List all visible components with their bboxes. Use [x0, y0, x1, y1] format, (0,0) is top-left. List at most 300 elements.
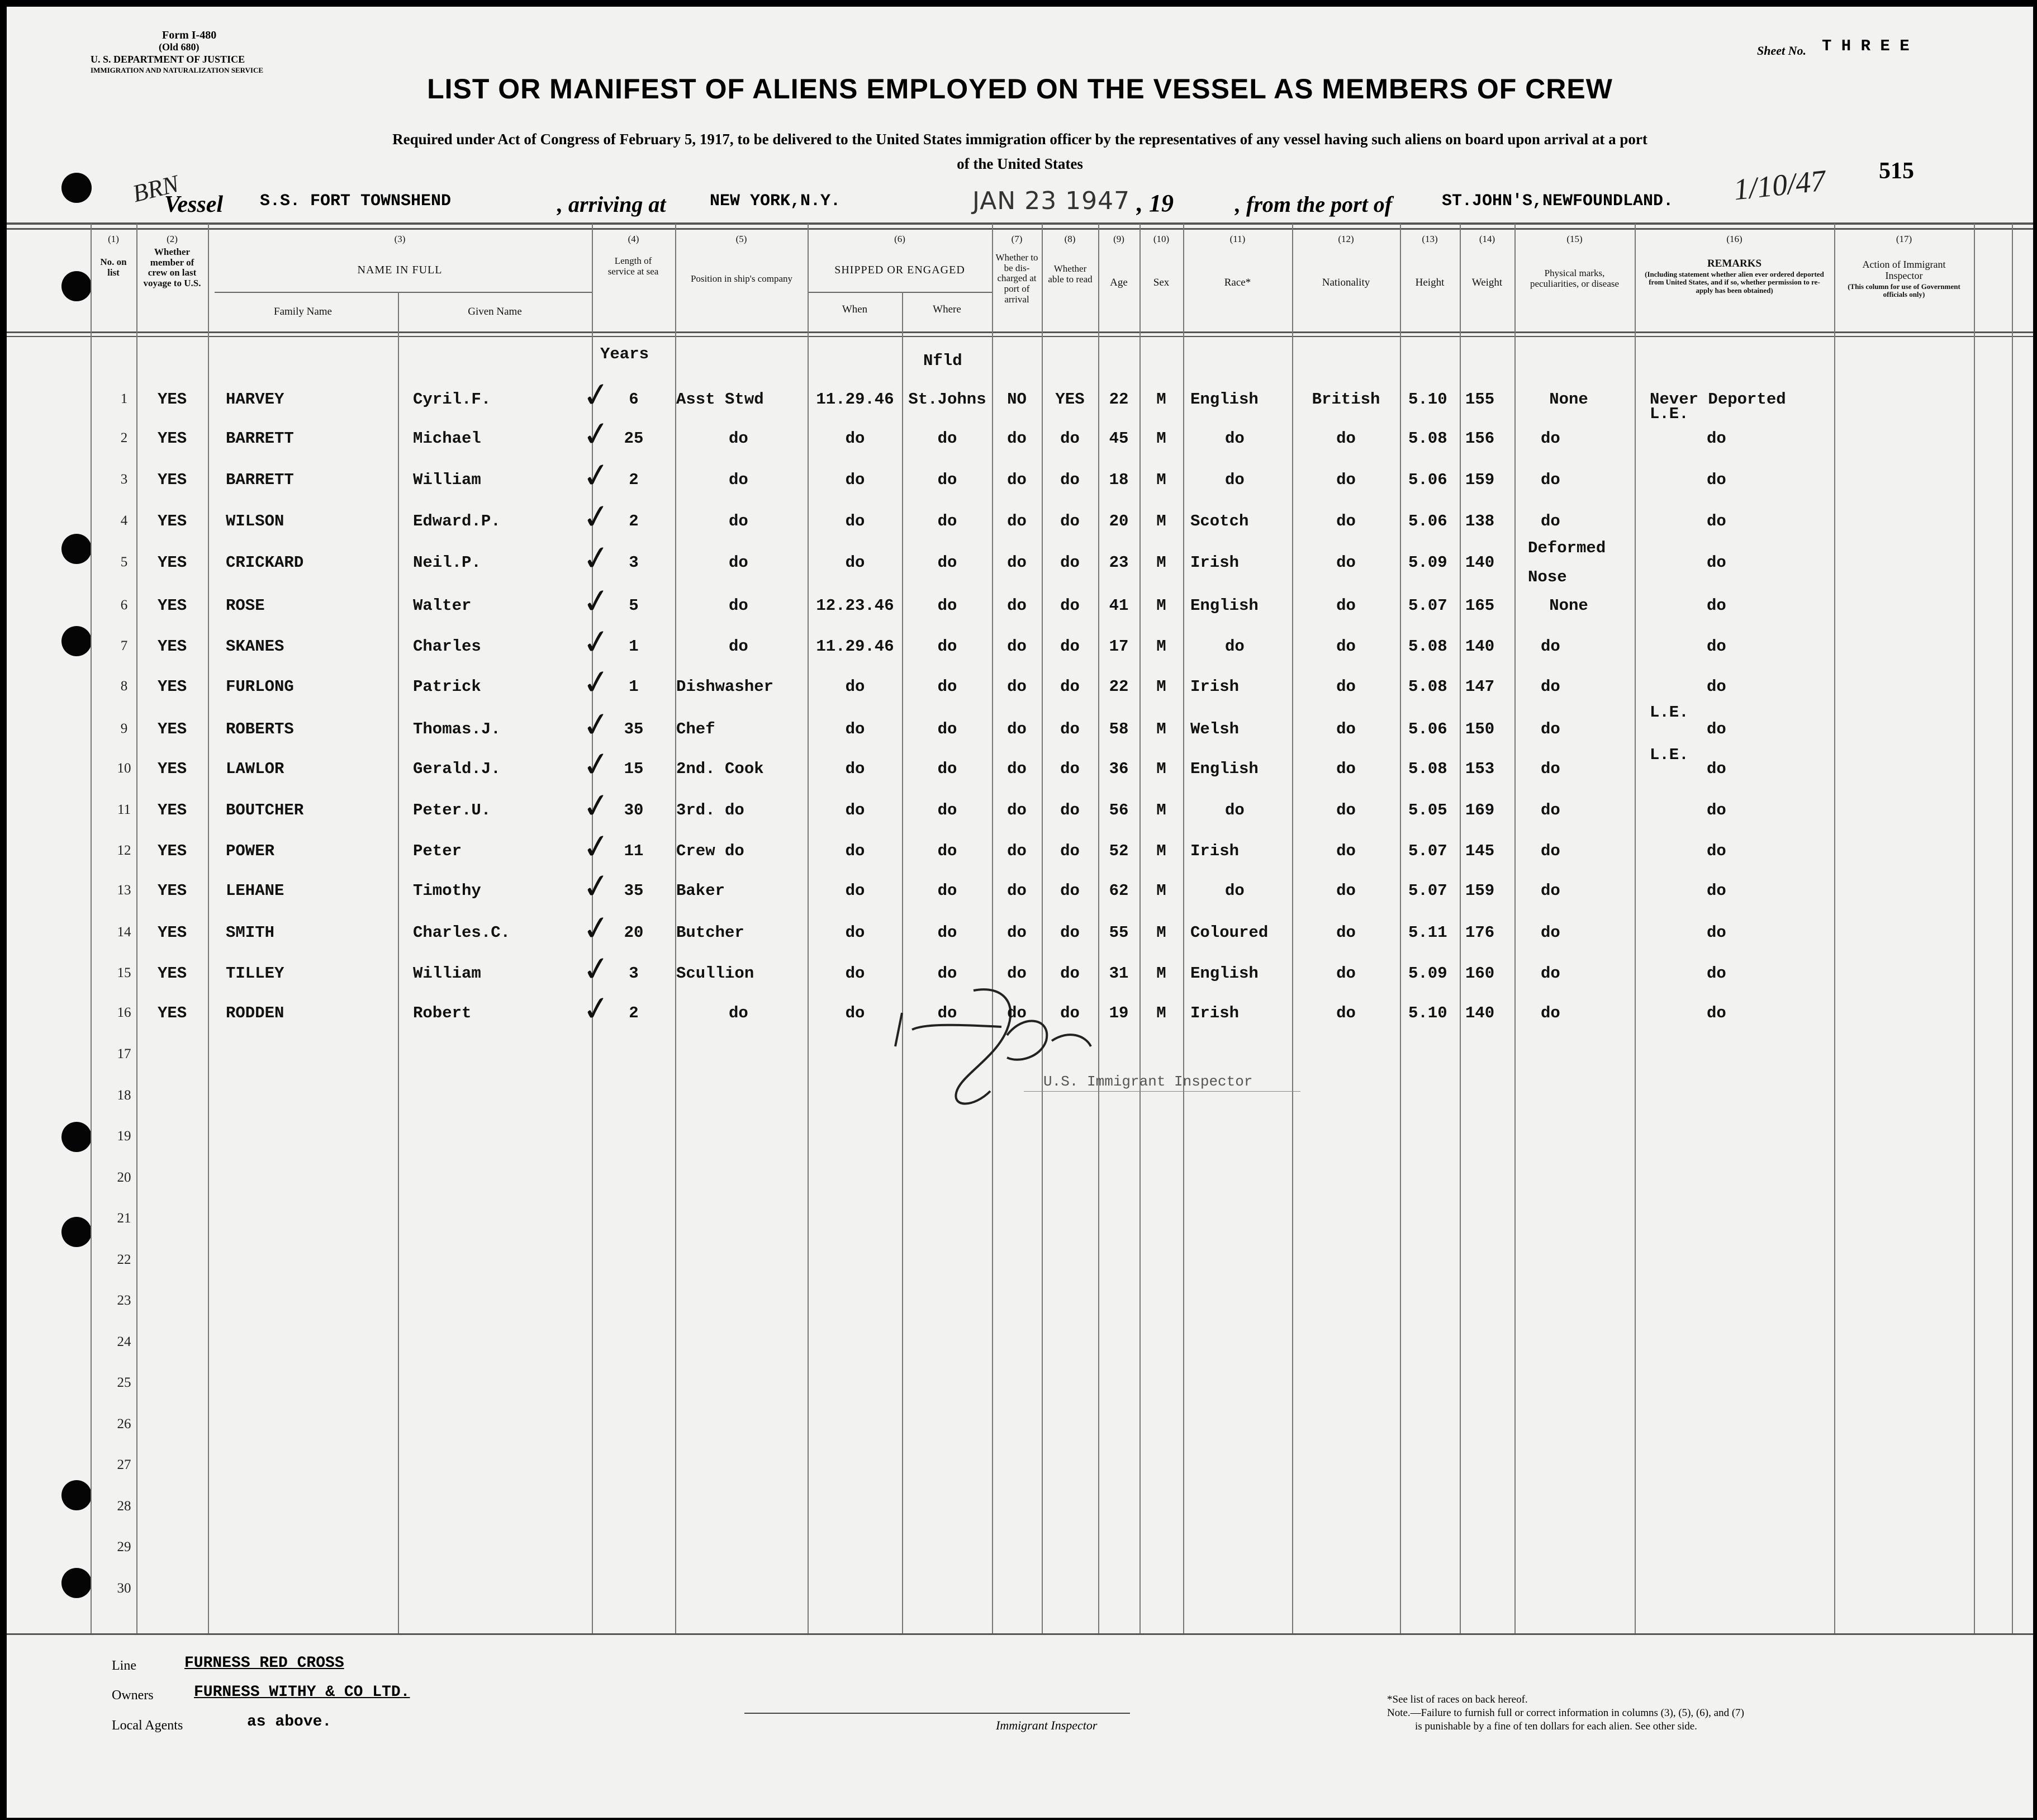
discharge-cell: do — [1007, 881, 1027, 900]
row-number: 6 — [120, 598, 128, 613]
sex-cell: M — [1156, 760, 1166, 778]
row-number: 12 — [117, 843, 131, 858]
weight-cell: 140 — [1465, 553, 1495, 572]
col-3b-header: Given Name — [468, 306, 522, 317]
given-name-cell: Cyril.F. — [413, 390, 491, 409]
given-name-cell: Patrick — [413, 677, 481, 696]
remarks-cell: do — [1707, 637, 1726, 656]
years-cell: 25 — [624, 429, 644, 448]
year-label: , 19 — [1137, 189, 1174, 217]
form-number: Form I-480 — [162, 29, 217, 41]
years-cell: 5 — [629, 596, 639, 615]
years-cell: 35 — [624, 720, 644, 738]
weight-cell: 150 — [1465, 720, 1495, 738]
col-17-number: (17) — [1896, 234, 1912, 244]
remarks-cell: do — [1707, 512, 1726, 530]
age-cell: 20 — [1109, 512, 1129, 530]
shipped-when-cell: 11.29.46 — [816, 390, 894, 409]
given-name-cell: Walter — [413, 596, 472, 615]
row-number: 2 — [120, 430, 128, 445]
height-cell: 5.10 — [1408, 1004, 1447, 1022]
nationality-cell: do — [1336, 677, 1356, 696]
race-cell: Irish — [1190, 553, 1240, 572]
empty-row-number: 23 — [117, 1293, 131, 1308]
shipped-where-cell: do — [937, 637, 957, 656]
weight-cell: 155 — [1465, 390, 1495, 409]
check-mark-icon: ✓ — [580, 866, 613, 907]
sex-cell: M — [1156, 923, 1166, 942]
subtitle-line-1: Required under Act of Congress of February 5, 1917, to be delivered to the United States immigration officer by the representatives of any vessel having such aliens on board upon arrival at a port — [392, 131, 1647, 148]
subtitle-line-2: of the United States — [957, 155, 1083, 172]
empty-row-number: 30 — [117, 1580, 131, 1596]
position-cell: do — [729, 553, 748, 572]
from-label: , from the port of — [1235, 192, 1393, 217]
position-cell: Baker — [676, 881, 725, 900]
row-number: 4 — [120, 513, 128, 528]
age-cell: 52 — [1109, 842, 1129, 860]
crew-cell: YES — [158, 881, 187, 900]
remarks-cell: do — [1707, 596, 1726, 615]
family-name-cell: POWER — [226, 842, 275, 860]
race-cell: do — [1225, 881, 1245, 900]
sex-cell: M — [1156, 637, 1166, 656]
column-rule — [1183, 224, 1184, 1633]
shipped-when-cell: do — [845, 760, 865, 778]
shipped-where-cell: do — [937, 429, 957, 448]
discharge-cell: do — [1007, 801, 1027, 819]
physical-marks-cell: do — [1541, 881, 1560, 900]
footnote-races: *See list of races on back hereof. — [1387, 1694, 1528, 1705]
nationality-cell: do — [1336, 842, 1356, 860]
crew-cell: YES — [158, 842, 187, 860]
given-name-cell: Peter.U. — [413, 801, 491, 819]
agents-label: Local Agents — [112, 1718, 183, 1733]
shipped-when-cell: do — [845, 923, 865, 942]
form-old-number: (Old 680) — [159, 41, 200, 53]
check-mark-icon: ✓ — [580, 455, 613, 496]
col-4-number: (4) — [628, 234, 639, 244]
given-name-cell: Timothy — [413, 881, 481, 900]
race-cell: Irish — [1190, 842, 1240, 860]
read-cell: do — [1060, 964, 1080, 983]
crew-cell: YES — [158, 637, 187, 656]
race-cell: do — [1225, 637, 1245, 656]
position-cell: Asst Stwd — [676, 390, 764, 409]
physical-marks-cell: None — [1549, 390, 1588, 409]
discharge-cell: do — [1007, 429, 1027, 448]
nationality-cell: do — [1336, 637, 1356, 656]
nationality-cell: British — [1312, 390, 1380, 409]
col-6b-header: Where — [933, 304, 961, 315]
height-cell: 5.09 — [1408, 553, 1447, 572]
col-16-number: (16) — [1726, 234, 1742, 244]
years-cell: 11 — [624, 842, 644, 860]
col-4-header: Length of service at sea — [607, 255, 659, 277]
empty-row-number: 17 — [117, 1046, 131, 1061]
crew-cell: YES — [158, 923, 187, 942]
weight-cell: 176 — [1465, 923, 1495, 942]
discharge-cell: do — [1007, 512, 1027, 530]
row-number: 13 — [117, 883, 131, 898]
punch-hole — [61, 1480, 92, 1510]
empty-row-number: 22 — [117, 1252, 131, 1267]
physical-marks-cell: Nose — [1528, 568, 1567, 586]
row-number: 14 — [117, 925, 131, 940]
sex-cell: M — [1156, 801, 1166, 819]
column-rule — [1460, 224, 1461, 1633]
col-12-number: (12) — [1338, 234, 1354, 244]
read-cell: do — [1060, 553, 1080, 572]
page-number: 515 — [1879, 158, 1914, 184]
department: U. S. DEPARTMENT OF JUSTICE — [91, 54, 245, 65]
weight-cell: 145 — [1465, 842, 1495, 860]
age-cell: 41 — [1109, 596, 1129, 615]
race-cell: English — [1190, 760, 1259, 778]
height-cell: 5.08 — [1408, 677, 1447, 696]
weight-cell: 159 — [1465, 471, 1495, 489]
inspector-signature — [890, 979, 1124, 1125]
sex-cell: M — [1156, 677, 1166, 696]
race-cell: English — [1190, 596, 1259, 615]
read-cell: do — [1060, 720, 1080, 738]
remarks-note-cell: L.E. — [1650, 405, 1689, 423]
given-name-cell: Peter — [413, 842, 462, 860]
shipped-where-cell: do — [937, 881, 957, 900]
crew-cell: YES — [158, 596, 187, 615]
footnote-penalty-1: Note.—Failure to furnish full or correct information in columns (3), (5), (6), and (7) — [1387, 1707, 1744, 1719]
height-cell: 5.06 — [1408, 720, 1447, 738]
height-cell: 5.07 — [1408, 881, 1447, 900]
col-12-header: Nationality — [1322, 277, 1370, 288]
shipped-where-cell: do — [937, 842, 957, 860]
table-top-rule — [7, 222, 2033, 225]
shipped-where-cell: do — [937, 471, 957, 489]
check-mark-icon: ✓ — [580, 826, 613, 868]
column-rule — [1834, 224, 1835, 1633]
row-number: 10 — [117, 761, 131, 776]
race-cell: Scotch — [1190, 512, 1249, 530]
empty-row-number: 18 — [117, 1087, 131, 1103]
check-mark-icon: ✓ — [580, 988, 613, 1030]
read-cell: do — [1060, 677, 1080, 696]
remarks-cell: do — [1707, 1004, 1726, 1022]
empty-row-number: 26 — [117, 1416, 131, 1432]
sheet-value: T H R E E — [1822, 37, 1910, 55]
shipped-when-cell: do — [845, 512, 865, 530]
family-name-cell: LAWLOR — [226, 760, 284, 778]
punch-hole — [61, 1568, 92, 1598]
position-cell: 2nd. Cook — [676, 760, 764, 778]
shipped-when-cell: do — [845, 720, 865, 738]
height-cell: 5.07 — [1408, 842, 1447, 860]
col-14-number: (14) — [1479, 234, 1495, 244]
line-value: FURNESS RED CROSS — [184, 1655, 344, 1672]
physical-marks-cell: do — [1541, 677, 1560, 696]
position-cell: Scullion — [676, 964, 754, 983]
vessel-label: Vessel — [164, 192, 223, 217]
age-cell: 23 — [1109, 553, 1129, 572]
family-name-cell: BARRETT — [226, 429, 294, 448]
col-8-header: Whether able to read — [1048, 263, 1093, 285]
height-cell: 5.05 — [1408, 801, 1447, 819]
physical-marks-cell: do — [1541, 637, 1560, 656]
shipped-where-cell: do — [937, 553, 957, 572]
physical-marks-cell: do — [1541, 471, 1560, 489]
row-number: 9 — [120, 721, 128, 736]
remarks-cell: do — [1707, 760, 1726, 778]
race-cell: English — [1190, 964, 1259, 983]
sex-cell: M — [1156, 720, 1166, 738]
nationality-cell: do — [1336, 923, 1356, 942]
age-cell: 19 — [1109, 1004, 1129, 1022]
check-mark-icon: ✓ — [580, 949, 613, 990]
row-number: 16 — [117, 1005, 131, 1020]
position-cell: Crew do — [676, 842, 744, 860]
shipped-where-cell: do — [937, 801, 957, 819]
col-6a-header: When — [842, 304, 868, 315]
shipped-when-cell: do — [845, 964, 865, 983]
nationality-cell: do — [1336, 1004, 1356, 1022]
read-cell: YES — [1055, 390, 1085, 409]
given-name-cell: William — [413, 471, 481, 489]
col-10-header: Sex — [1153, 277, 1170, 288]
col-8-number: (8) — [1064, 234, 1076, 244]
read-cell: do — [1060, 429, 1080, 448]
weight-cell: 160 — [1465, 964, 1495, 983]
arriving-label: , arriving at — [557, 192, 666, 217]
family-name-cell: FURLONG — [226, 677, 294, 696]
position-cell: do — [729, 637, 748, 656]
discharge-cell: do — [1007, 842, 1027, 860]
family-name-cell: TILLEY — [226, 964, 284, 983]
years-cell: 2 — [629, 1004, 639, 1022]
crew-cell: YES — [158, 720, 187, 738]
discharge-cell: do — [1007, 553, 1027, 572]
col-9-header: Age — [1110, 277, 1128, 288]
height-cell: 5.08 — [1408, 637, 1447, 656]
col-2-number: (2) — [167, 234, 178, 244]
family-name-cell: BOUTCHER — [226, 801, 304, 819]
footnote-penalty-2: is punishable by a fine of ten dollars for each alien. See other side. — [1415, 1721, 1697, 1732]
nationality-cell: do — [1336, 512, 1356, 530]
check-mark-icon: ✓ — [580, 414, 613, 455]
physical-marks-cell: do — [1541, 760, 1560, 778]
col-3-number: (3) — [394, 234, 406, 244]
name-header-rule — [215, 292, 592, 293]
shipped-where-cell: do — [937, 923, 957, 942]
col-10-number: (10) — [1153, 234, 1170, 244]
col-5-header: Position in ship's company — [690, 273, 793, 284]
shipped-when-cell: 12.23.46 — [816, 596, 894, 615]
check-mark-icon: ✓ — [580, 785, 613, 827]
years-cell: 6 — [629, 390, 639, 409]
discharge-cell: do — [1007, 637, 1027, 656]
empty-row-number: 21 — [117, 1211, 131, 1226]
shipped-when-cell: do — [845, 881, 865, 900]
family-name-cell: WILSON — [226, 512, 284, 530]
table-top-rule-2 — [7, 228, 2033, 230]
sex-cell: M — [1156, 553, 1166, 572]
remarks-cell: do — [1707, 964, 1726, 983]
read-cell: do — [1060, 637, 1080, 656]
age-cell: 31 — [1109, 964, 1129, 983]
check-mark-icon: ✓ — [580, 496, 613, 538]
family-name-cell: BARRETT — [226, 471, 294, 489]
discharge-cell: do — [1007, 964, 1027, 983]
row-number: 11 — [117, 802, 131, 817]
column-rule — [2012, 224, 2013, 1633]
discharge-cell: do — [1007, 1004, 1027, 1022]
sex-cell: M — [1156, 512, 1166, 530]
header-bottom-rule-2 — [7, 336, 2033, 337]
col-7-header: Whether to be dis-charged at port of arrival — [995, 252, 1038, 305]
physical-marks-cell: do — [1541, 964, 1560, 983]
punch-hole — [61, 1217, 92, 1247]
manifest-page — [7, 7, 2033, 1818]
line-label: Line — [112, 1658, 136, 1673]
position-cell: do — [729, 1004, 748, 1022]
remarks-note-cell: L.E. — [1650, 746, 1689, 764]
date-stamp: JAN 23 1947 — [972, 187, 1131, 215]
col-6-number: (6) — [894, 234, 905, 244]
height-cell: 5.06 — [1408, 471, 1447, 489]
read-cell: do — [1060, 471, 1080, 489]
age-cell: 56 — [1109, 801, 1129, 819]
check-mark-icon: ✓ — [580, 375, 613, 416]
crew-cell: YES — [158, 512, 187, 530]
discharge-cell: do — [1007, 923, 1027, 942]
read-cell: do — [1060, 842, 1080, 860]
years-cell: 2 — [629, 471, 639, 489]
inspector-label: Immigrant Inspector — [996, 1718, 1098, 1732]
col-11-header: Race* — [1224, 277, 1251, 288]
column-rule — [398, 292, 399, 1633]
race-cell: Irish — [1190, 1004, 1240, 1022]
height-cell: 5.08 — [1408, 760, 1447, 778]
years-cell: 1 — [629, 637, 639, 656]
position-cell: 3rd. do — [676, 801, 744, 819]
race-cell: do — [1225, 471, 1245, 489]
vessel-name: S.S. FORT TOWNSHEND — [260, 192, 452, 211]
sex-cell: M — [1156, 881, 1166, 900]
physical-marks-cell: do — [1541, 923, 1560, 942]
crew-cell: YES — [158, 801, 187, 819]
given-name-cell: Edward.P. — [413, 512, 501, 530]
given-name-cell: Neil.P. — [413, 553, 481, 572]
family-name-cell: CRICKARD — [226, 553, 304, 572]
height-cell: 5.10 — [1408, 390, 1447, 409]
given-name-cell: Thomas.J. — [413, 720, 501, 738]
physical-marks-cell: Deformed — [1528, 539, 1606, 557]
race-cell: Welsh — [1190, 720, 1240, 738]
years-cell: 30 — [624, 801, 644, 819]
col-17-note: (This column for use of Government officials only) — [1848, 282, 1960, 299]
weight-cell: 165 — [1465, 596, 1495, 615]
row-number: 15 — [117, 965, 131, 980]
height-cell: 5.09 — [1408, 964, 1447, 983]
shipped-when-cell: do — [845, 801, 865, 819]
weight-cell: 138 — [1465, 512, 1495, 530]
nationality-cell: do — [1336, 471, 1356, 489]
col-16-header: REMARKS — [1707, 258, 1762, 269]
agents-value: as above. — [247, 1713, 332, 1731]
row-number: 7 — [120, 638, 128, 653]
height-cell: 5.08 — [1408, 429, 1447, 448]
empty-row-number: 29 — [117, 1539, 131, 1554]
column-rule — [902, 292, 903, 1633]
column-rule — [91, 224, 92, 1633]
weight-cell: 169 — [1465, 801, 1495, 819]
col-15-header: Physical marks, peculiarities, or disease — [1530, 268, 1620, 289]
age-cell: 22 — [1109, 677, 1129, 696]
nfld-label: Nfld — [923, 352, 962, 370]
sex-cell: M — [1156, 596, 1166, 615]
crew-cell: YES — [158, 553, 187, 572]
crew-cell: YES — [158, 390, 187, 409]
weight-cell: 159 — [1465, 881, 1495, 900]
remarks-cell: do — [1707, 801, 1726, 819]
physical-marks-cell: do — [1541, 801, 1560, 819]
family-name-cell: ROBERTS — [226, 720, 294, 738]
check-mark-icon: ✓ — [580, 622, 613, 663]
shipped-where-cell: do — [937, 596, 957, 615]
weight-cell: 156 — [1465, 429, 1495, 448]
sex-cell: M — [1156, 390, 1166, 409]
row-number: 5 — [120, 554, 128, 570]
height-cell: 5.11 — [1408, 923, 1447, 942]
family-name-cell: RODDEN — [226, 1004, 284, 1022]
position-cell: do — [729, 471, 748, 489]
nationality-cell: do — [1336, 429, 1356, 448]
race-cell: Coloured — [1190, 923, 1269, 942]
handwritten-date: 1/10/47 — [1732, 163, 1827, 207]
col-5-number: (5) — [735, 234, 747, 244]
empty-row-number: 28 — [117, 1498, 131, 1514]
race-cell: do — [1225, 429, 1245, 448]
signature-caption: U.S. Immigrant Inspector — [1043, 1073, 1253, 1090]
col-6-header: SHIPPED OR ENGAGED — [834, 264, 965, 276]
col-11-number: (11) — [1229, 234, 1246, 244]
shipped-where-cell: St.Johns — [908, 390, 986, 409]
shipped-when-cell: do — [845, 677, 865, 696]
empty-row-number: 25 — [117, 1375, 131, 1390]
sex-cell: M — [1156, 1004, 1166, 1022]
shipped-where-cell: do — [937, 720, 957, 738]
discharge-cell: do — [1007, 760, 1027, 778]
years-cell: 2 — [629, 512, 639, 530]
shipped-where-cell: do — [937, 1004, 957, 1022]
col-1-number: (1) — [108, 234, 119, 244]
shipped-when-cell: do — [845, 429, 865, 448]
discharge-cell: do — [1007, 720, 1027, 738]
service: IMMIGRATION AND NATURALIZATION SERVICE — [91, 66, 264, 74]
discharge-cell: do — [1007, 677, 1027, 696]
col-13-number: (13) — [1422, 234, 1438, 244]
punch-hole — [61, 173, 92, 203]
age-cell: 58 — [1109, 720, 1129, 738]
given-name-cell: Michael — [413, 429, 481, 448]
years-cell: 3 — [629, 553, 639, 572]
discharge-cell: do — [1007, 596, 1027, 615]
signature-rule — [1024, 1091, 1300, 1092]
sex-cell: M — [1156, 471, 1166, 489]
race-cell: do — [1225, 801, 1245, 819]
col-17-header: Action of Immigrant Inspector — [1862, 259, 1946, 281]
row-number: 8 — [120, 679, 128, 694]
crew-cell: YES — [158, 677, 187, 696]
family-name-cell: HARVEY — [226, 390, 284, 409]
read-cell: do — [1060, 512, 1080, 530]
